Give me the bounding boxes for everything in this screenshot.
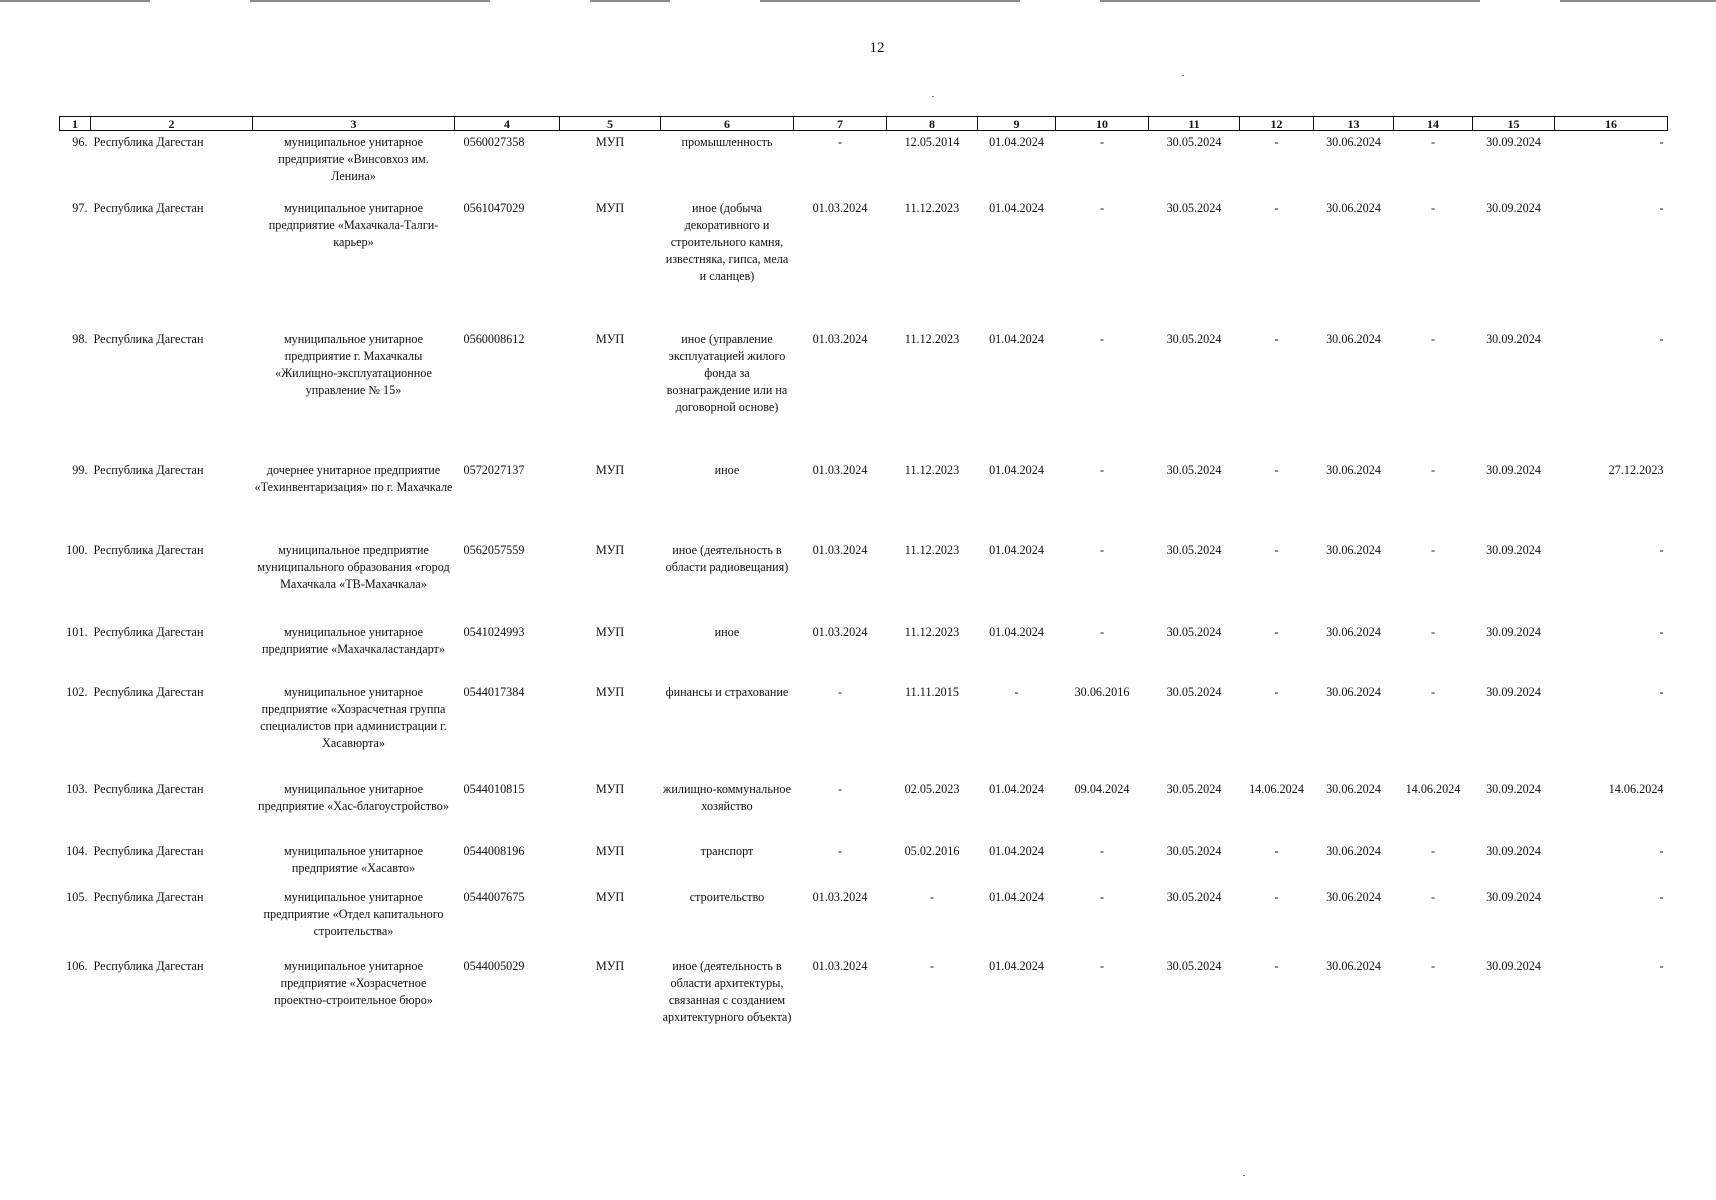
column-header-8: 8 xyxy=(887,117,978,131)
date-col-13: 30.06.2024 xyxy=(1326,331,1381,346)
table-row xyxy=(60,459,1668,539)
column-header-15: 15 xyxy=(1473,117,1555,131)
org-form: МУП xyxy=(595,889,625,904)
date-col-14: - xyxy=(1430,889,1436,904)
table-row xyxy=(60,197,1668,328)
region: Республика Дагестан xyxy=(93,624,204,639)
row-number: 102. xyxy=(66,684,88,699)
date-col-12: - xyxy=(1274,684,1279,699)
date-col-15: 30.09.2024 xyxy=(1486,958,1541,973)
org-form: МУП xyxy=(595,781,625,796)
inn: 0544017384 xyxy=(463,684,525,699)
org-form: МУП xyxy=(595,843,625,858)
date-col-10: - xyxy=(1099,958,1105,973)
date-col-15: 30.09.2024 xyxy=(1486,843,1541,858)
date-col-12: 14.06.2024 xyxy=(1249,781,1304,796)
date-col-16: 27.12.2023 xyxy=(1608,462,1664,477)
organization-name: муниципальное унитарное предприятие «Хозрасчетная группа специалистов при администрации г. Хасавюрта» xyxy=(260,684,447,750)
organization-name: муниципальное унитарное предприятие «Отдел капитального строительства» xyxy=(263,889,444,938)
date-col-8: 02.05.2023 xyxy=(904,781,960,796)
date-col-14: - xyxy=(1430,200,1436,215)
inn: 0562057559 xyxy=(463,542,525,557)
row-number: 106. xyxy=(66,958,88,973)
industry: иное xyxy=(714,624,740,639)
date-col-11: 30.05.2024 xyxy=(1166,331,1222,346)
date-col-14: - xyxy=(1430,624,1436,639)
date-col-13: 30.06.2024 xyxy=(1326,542,1381,557)
column-header-6: 6 xyxy=(661,117,794,131)
date-col-10: - xyxy=(1099,624,1105,639)
table-row xyxy=(60,621,1668,681)
date-col-12: - xyxy=(1274,889,1279,904)
region: Республика Дагестан xyxy=(93,331,204,346)
date-col-9: 01.04.2024 xyxy=(989,462,1044,477)
row-number: 103. xyxy=(66,781,88,796)
org-form: МУП xyxy=(595,958,625,973)
date-col-7: - xyxy=(837,781,843,796)
date-col-8: 12.05.2014 xyxy=(904,135,960,149)
table-body xyxy=(60,131,1668,1065)
column-header-16: 16 xyxy=(1555,117,1668,131)
date-col-12: - xyxy=(1274,200,1279,215)
date-col-12: - xyxy=(1274,624,1279,639)
date-col-16: - xyxy=(1659,624,1664,639)
org-form: МУП xyxy=(595,542,625,557)
date-col-10: - xyxy=(1099,889,1105,904)
date-col-8: 11.12.2023 xyxy=(904,542,960,557)
row-number: 104. xyxy=(66,843,88,858)
industry: транспорт xyxy=(700,843,754,858)
date-col-11: 30.05.2024 xyxy=(1166,843,1222,858)
date-col-15: 30.09.2024 xyxy=(1486,331,1541,346)
scan-edge-line xyxy=(0,0,150,2)
date-col-9: 01.04.2024 xyxy=(989,135,1044,149)
date-col-9: 01.04.2024 xyxy=(989,331,1044,346)
date-col-7: 01.03.2024 xyxy=(812,624,868,639)
date-col-11: 30.05.2024 xyxy=(1166,889,1222,904)
industry: иное (деятельность в области радиовещания) xyxy=(665,542,789,574)
date-col-8: 11.12.2023 xyxy=(904,200,960,215)
date-col-16: - xyxy=(1659,958,1664,973)
date-col-7: - xyxy=(837,135,843,149)
date-col-15: 30.09.2024 xyxy=(1486,542,1541,557)
page-number: 12 xyxy=(869,40,885,56)
inn: 0544010815 xyxy=(463,781,525,796)
industry: жилищно-коммунальное хозяйство xyxy=(662,781,792,813)
organization-name: муниципальное предприятие муниципального образования «город Махачкала «ТВ-Махачкала» xyxy=(257,542,450,591)
date-col-15: 30.09.2024 xyxy=(1486,200,1541,215)
scan-speck xyxy=(1182,75,1184,76)
date-col-8: 05.02.2016 xyxy=(904,843,960,858)
organization-name: муниципальное унитарное предприятие г. Махачкалы «Жилищно-эксплуатационное управление № 15» xyxy=(275,331,432,397)
scan-edge-line xyxy=(1100,0,1480,2)
date-col-14: 14.06.2024 xyxy=(1405,781,1461,796)
organization-name: муниципальное унитарное предприятие «Махачкаластандарт» xyxy=(262,624,445,656)
region: Республика Дагестан xyxy=(93,135,204,149)
column-header-10: 10 xyxy=(1056,117,1149,131)
industry: иное (деятельность в области архитектуры, связанная с созданием архитектурного объекта) xyxy=(662,958,792,1024)
date-col-11: 30.05.2024 xyxy=(1166,958,1222,973)
date-col-13: 30.06.2024 xyxy=(1326,889,1381,904)
table-row xyxy=(60,840,1668,886)
industry: промышленность xyxy=(681,135,773,149)
industry: иное (добыча декоративного и строительного камня, известняка, гипса, мела и сланцев) xyxy=(665,200,789,283)
date-col-9: 01.04.2024 xyxy=(989,542,1044,557)
organization-name: дочернее унитарное предприятие «Техинвентаризация» по г. Махачкале xyxy=(254,462,453,494)
date-col-11: 30.05.2024 xyxy=(1166,135,1222,149)
column-header-7: 7 xyxy=(794,117,887,131)
date-col-8: 11.11.2015 xyxy=(905,684,959,699)
inn: 0561047029 xyxy=(463,200,525,215)
date-col-7: 01.03.2024 xyxy=(812,889,868,904)
date-col-11: 30.05.2024 xyxy=(1166,200,1222,215)
date-col-14: - xyxy=(1430,462,1436,477)
table-row xyxy=(60,955,1668,1065)
org-form: МУП xyxy=(595,200,625,215)
industry: строительство xyxy=(689,889,765,904)
org-form: МУП xyxy=(595,462,625,477)
scan-speck xyxy=(932,96,934,97)
date-col-7: - xyxy=(837,843,843,858)
organization-name: муниципальное унитарное предприятие «Хас-благоустройство» xyxy=(258,781,449,813)
date-col-15: 30.09.2024 xyxy=(1486,462,1541,477)
date-col-15: 30.09.2024 xyxy=(1486,889,1541,904)
date-col-11: 30.05.2024 xyxy=(1166,542,1222,557)
row-number: 105. xyxy=(66,889,88,904)
date-col-10: - xyxy=(1099,843,1105,858)
column-header-1: 1 xyxy=(60,117,91,131)
region: Республика Дагестан xyxy=(93,843,204,858)
registry-table xyxy=(59,116,1668,1065)
inn: 0544007675 xyxy=(463,889,525,904)
date-col-13: 30.06.2024 xyxy=(1326,135,1381,149)
date-col-12: - xyxy=(1274,462,1279,477)
inn: 0544008196 xyxy=(463,843,525,858)
date-col-8: 11.12.2023 xyxy=(904,331,960,346)
row-number: 99. xyxy=(72,462,88,477)
date-col-15: 30.09.2024 xyxy=(1486,781,1541,796)
date-col-15: 30.09.2024 xyxy=(1486,624,1541,639)
column-number-header xyxy=(60,117,1668,131)
date-col-12: - xyxy=(1274,843,1279,858)
region: Республика Дагестан xyxy=(93,958,204,973)
table-row xyxy=(60,681,1668,778)
date-col-10: - xyxy=(1099,462,1105,477)
table-row xyxy=(60,328,1668,459)
column-header-11: 11 xyxy=(1149,117,1240,131)
row-number: 101. xyxy=(66,624,88,639)
date-col-16: - xyxy=(1659,684,1664,699)
inn: 0560008612 xyxy=(463,331,525,346)
date-col-8: - xyxy=(929,958,935,973)
scan-edge-line xyxy=(590,0,670,2)
org-form: МУП xyxy=(595,684,625,699)
scan-edge-line xyxy=(760,0,1020,2)
date-col-7: 01.03.2024 xyxy=(812,542,868,557)
organization-name: муниципальное унитарное предприятие «Хозрасчетное проектно-строительное бюро» xyxy=(274,958,433,1007)
date-col-14: - xyxy=(1430,843,1436,858)
date-col-14: - xyxy=(1430,684,1436,699)
date-col-8: 11.12.2023 xyxy=(904,462,960,477)
date-col-10: - xyxy=(1099,331,1105,346)
date-col-13: 30.06.2024 xyxy=(1326,843,1381,858)
date-col-9: 01.04.2024 xyxy=(989,200,1044,215)
date-col-14: - xyxy=(1430,958,1436,973)
organization-name: муниципальное унитарное предприятие «Винсовхоз им. Ленина» xyxy=(278,135,429,183)
region: Республика Дагестан xyxy=(93,542,204,557)
region: Республика Дагестан xyxy=(93,462,204,477)
region: Республика Дагестан xyxy=(93,684,204,699)
inn: 0541024993 xyxy=(463,624,525,639)
date-col-12: - xyxy=(1274,542,1279,557)
date-col-10: 09.04.2024 xyxy=(1074,781,1130,796)
date-col-8: - xyxy=(929,889,935,904)
date-col-11: 30.05.2024 xyxy=(1166,781,1222,796)
date-col-13: 30.06.2024 xyxy=(1326,624,1381,639)
table-row xyxy=(60,886,1668,955)
date-col-14: - xyxy=(1430,331,1436,346)
column-header-5: 5 xyxy=(560,117,661,131)
date-col-14: - xyxy=(1430,135,1436,149)
industry: иное (управление эксплуатацией жилого фонда за вознаграждение или на договорной основе) xyxy=(666,331,788,414)
date-col-13: 30.06.2024 xyxy=(1326,958,1381,973)
date-col-7: 01.03.2024 xyxy=(812,331,868,346)
table-row xyxy=(60,778,1668,840)
date-col-11: 30.05.2024 xyxy=(1166,624,1222,639)
date-col-9: 01.04.2024 xyxy=(989,889,1044,904)
date-col-13: 30.06.2024 xyxy=(1326,684,1381,699)
date-col-7: 01.03.2024 xyxy=(812,200,868,215)
date-col-12: - xyxy=(1274,958,1279,973)
column-header-4: 4 xyxy=(455,117,560,131)
date-col-16: 14.06.2024 xyxy=(1608,781,1664,796)
date-col-10: 30.06.2016 xyxy=(1074,684,1130,699)
org-form: МУП xyxy=(595,135,625,149)
date-col-13: 30.06.2024 xyxy=(1326,200,1381,215)
date-col-16: - xyxy=(1659,542,1664,557)
scan-speck xyxy=(1243,1175,1245,1176)
date-col-7: 01.03.2024 xyxy=(812,462,868,477)
date-col-16: - xyxy=(1659,889,1664,904)
column-header-14: 14 xyxy=(1394,117,1473,131)
date-col-10: - xyxy=(1099,135,1105,149)
org-form: МУП xyxy=(595,624,625,639)
date-col-13: 30.06.2024 xyxy=(1326,462,1381,477)
column-header-13: 13 xyxy=(1314,117,1394,131)
date-col-9: 01.04.2024 xyxy=(989,781,1044,796)
region: Республика Дагестан xyxy=(93,889,204,904)
date-col-14: - xyxy=(1430,542,1436,557)
industry: иное xyxy=(714,462,740,477)
column-header-3: 3 xyxy=(253,117,455,131)
table-row xyxy=(60,539,1668,621)
row-number: 98. xyxy=(72,331,88,346)
organization-name: муниципальное унитарное предприятие «Махачкала-Талги-карьер» xyxy=(268,200,439,249)
date-col-8: 11.12.2023 xyxy=(904,624,960,639)
date-col-15: 30.09.2024 xyxy=(1486,684,1541,699)
region: Республика Дагестан xyxy=(93,200,204,215)
date-col-16: - xyxy=(1659,331,1664,346)
date-col-11: 30.05.2024 xyxy=(1166,462,1222,477)
scan-edge-line xyxy=(1560,0,1716,2)
date-col-9: 01.04.2024 xyxy=(989,624,1044,639)
date-col-10: - xyxy=(1099,200,1105,215)
region: Республика Дагестан xyxy=(93,781,204,796)
date-col-7: 01.03.2024 xyxy=(812,958,868,973)
date-col-9: - xyxy=(1014,684,1019,699)
date-col-16: - xyxy=(1659,135,1664,149)
inn: 0572027137 xyxy=(463,462,525,477)
row-number: 100. xyxy=(66,542,88,557)
date-col-9: 01.04.2024 xyxy=(989,843,1044,858)
inn: 0560027358 xyxy=(463,135,525,149)
organization-name: муниципальное унитарное предприятие «Хасавто» xyxy=(283,843,424,875)
date-col-16: - xyxy=(1659,200,1664,215)
date-col-11: 30.05.2024 xyxy=(1166,684,1222,699)
column-header-2: 2 xyxy=(91,117,253,131)
column-header-9: 9 xyxy=(978,117,1056,131)
date-col-10: - xyxy=(1099,542,1105,557)
row-number: 96. xyxy=(72,135,88,149)
table-row xyxy=(60,131,1668,197)
date-col-13: 30.06.2024 xyxy=(1326,781,1381,796)
inn: 0544005029 xyxy=(463,958,525,973)
date-col-15: 30.09.2024 xyxy=(1486,135,1541,149)
row-number: 97. xyxy=(72,200,88,215)
date-col-16: - xyxy=(1659,843,1664,858)
date-col-7: - xyxy=(837,684,843,699)
column-header-12: 12 xyxy=(1240,117,1314,131)
scan-edge-line xyxy=(250,0,490,2)
date-col-12: - xyxy=(1274,135,1279,149)
org-form: МУП xyxy=(595,331,625,346)
date-col-9: 01.04.2024 xyxy=(989,958,1044,973)
date-col-12: - xyxy=(1274,331,1279,346)
industry: финансы и страхование xyxy=(665,684,789,699)
